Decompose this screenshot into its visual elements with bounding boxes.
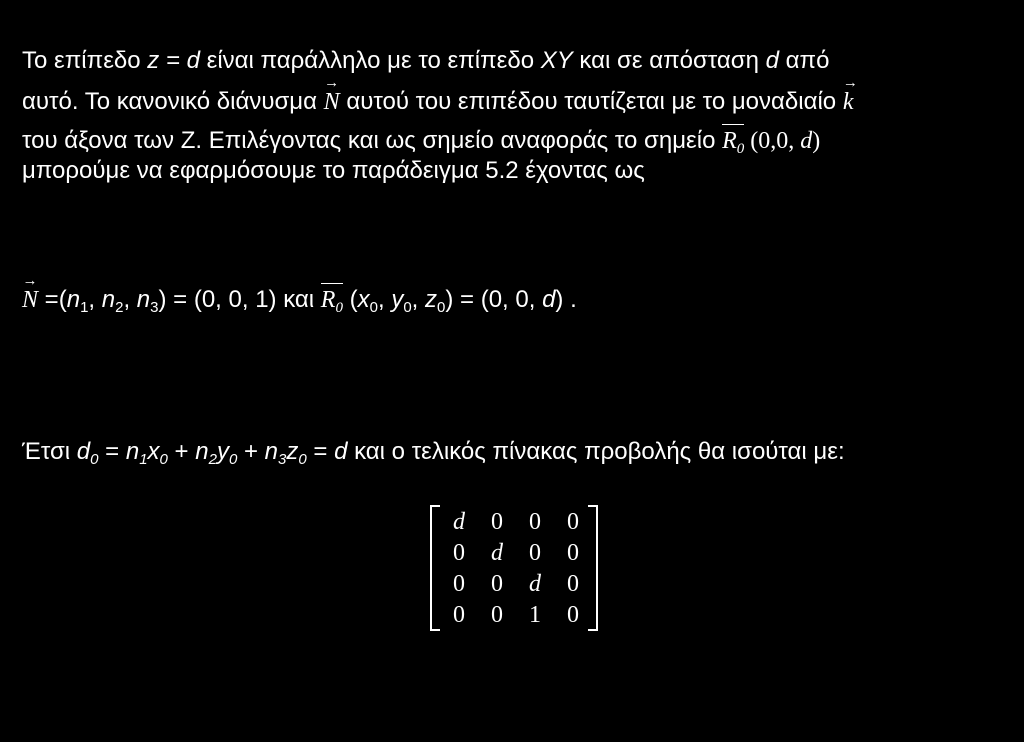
reference-point-R0: [321, 283, 343, 315]
matrix-cell: d: [453, 509, 465, 535]
subscript: 0: [335, 300, 343, 316]
matrix-grid: [440, 507, 592, 631]
subscript: 0: [736, 141, 745, 157]
var-d: d: [76, 438, 91, 465]
point-letter: R: [320, 287, 336, 313]
matrix-cell: 0: [491, 509, 503, 535]
vector-definition-line: [22, 273, 577, 316]
text: (0,0,: [744, 128, 801, 154]
matrix-cell: 0: [529, 509, 541, 535]
formula-line: [22, 437, 845, 467]
subscript: 0: [298, 451, 307, 468]
text: Έτσι: [22, 438, 77, 465]
text: ) = (0, 0, 1) και: [158, 286, 321, 313]
matrix-cell: 0: [567, 602, 579, 628]
matrix-cell: 0: [567, 509, 579, 535]
text: +: [237, 438, 265, 465]
reference-point-R0: [722, 124, 744, 156]
text: του άξονα των Z. Επιλέγοντας και ως σημείο αναφοράς το σημείο: [22, 127, 723, 154]
matrix-cell: 0: [453, 602, 465, 628]
var-z: z: [425, 286, 438, 313]
matrix-cell: 1: [529, 602, 541, 628]
subscript: 3: [150, 299, 159, 316]
subscript: 0: [90, 451, 99, 468]
unit-vector-k: [842, 75, 858, 117]
subscript: 2: [115, 299, 124, 316]
matrix-cell: 0: [567, 540, 579, 566]
var-n: n: [66, 286, 81, 313]
subscript: 0: [403, 299, 412, 316]
var-n: n: [101, 286, 116, 313]
var-n: n: [264, 438, 279, 465]
matrix-left-bracket: [430, 505, 440, 631]
var-x: x: [357, 286, 370, 313]
paragraph-line-1: [22, 46, 829, 76]
text: ) .: [555, 286, 577, 313]
subscript: 0: [437, 299, 446, 316]
var-y: y: [391, 286, 404, 313]
text: ,: [123, 286, 137, 313]
text: ,: [377, 286, 392, 313]
text: αυτό. Το κανονικό διάνυσμα: [22, 88, 324, 115]
text: ) = (0, 0,: [445, 286, 543, 313]
var-y: y: [216, 438, 229, 465]
var-n: n: [125, 438, 140, 465]
text: και ο τελικός πίνακας προβολής θα ισούται με:: [347, 438, 845, 465]
text: ,: [88, 286, 102, 313]
text: από: [779, 47, 830, 74]
subscript: 3: [278, 451, 287, 468]
subscript: 0: [369, 299, 378, 316]
matrix-cell: 0: [453, 571, 465, 597]
subscript: 0: [159, 451, 168, 468]
text: και σε απόσταση: [572, 47, 766, 74]
paragraph-line-4: [22, 156, 645, 186]
normal-vector-N: [323, 75, 340, 117]
point-letter: R: [722, 128, 737, 154]
distance-d: d: [765, 47, 779, 74]
var-n: n: [136, 286, 151, 313]
projection-matrix: [430, 505, 598, 629]
var-n: n: [195, 438, 209, 465]
subscript: 1: [80, 299, 89, 316]
text: (: [342, 286, 358, 313]
vector-arrow: →: [324, 75, 340, 91]
matrix-right-bracket: [588, 505, 598, 631]
paragraph-line-2: [22, 75, 858, 117]
vector-letter: N: [323, 89, 340, 115]
text: =(: [38, 286, 67, 313]
matrix-cell: 0: [491, 602, 503, 628]
vector-letter: k: [842, 89, 854, 115]
text: Το επίπεδο: [22, 47, 148, 74]
text: ,: [411, 286, 426, 313]
paragraph-line-3: [22, 124, 820, 156]
text: =: [306, 438, 335, 465]
plane-equation: z = d: [147, 47, 200, 74]
vector-letter: N: [22, 287, 39, 313]
var-d: d: [334, 438, 348, 465]
subscript: 0: [228, 451, 238, 468]
var-z: z: [286, 438, 299, 465]
var-x: x: [147, 438, 160, 465]
text: ): [812, 128, 821, 154]
matrix-cell: 0: [491, 571, 503, 597]
var-d: d: [542, 286, 556, 313]
normal-vector-N: [22, 273, 39, 315]
matrix-cell: 0: [453, 540, 465, 566]
text: =: [98, 438, 126, 465]
matrix-cell: d: [529, 571, 541, 597]
vector-arrow: →: [842, 75, 858, 91]
text: αυτού του επιπέδου ταυτίζεται με το μοναδιαίο: [339, 88, 843, 115]
matrix-cell: 0: [529, 540, 541, 566]
plane-xy: XY: [540, 47, 573, 74]
coord-d: d: [800, 128, 813, 154]
matrix-cell: 0: [567, 571, 579, 597]
text: +: [167, 438, 196, 465]
text: είναι παράλληλο με το επίπεδο: [199, 47, 541, 74]
vector-arrow: →: [22, 273, 38, 289]
text: μπορούμε να εφαρμόσουμε το παράδειγμα 5.2 έχοντας ως: [22, 157, 645, 184]
subscript: 1: [139, 451, 148, 468]
subscript: 2: [208, 451, 217, 468]
matrix-cell: d: [491, 540, 503, 566]
